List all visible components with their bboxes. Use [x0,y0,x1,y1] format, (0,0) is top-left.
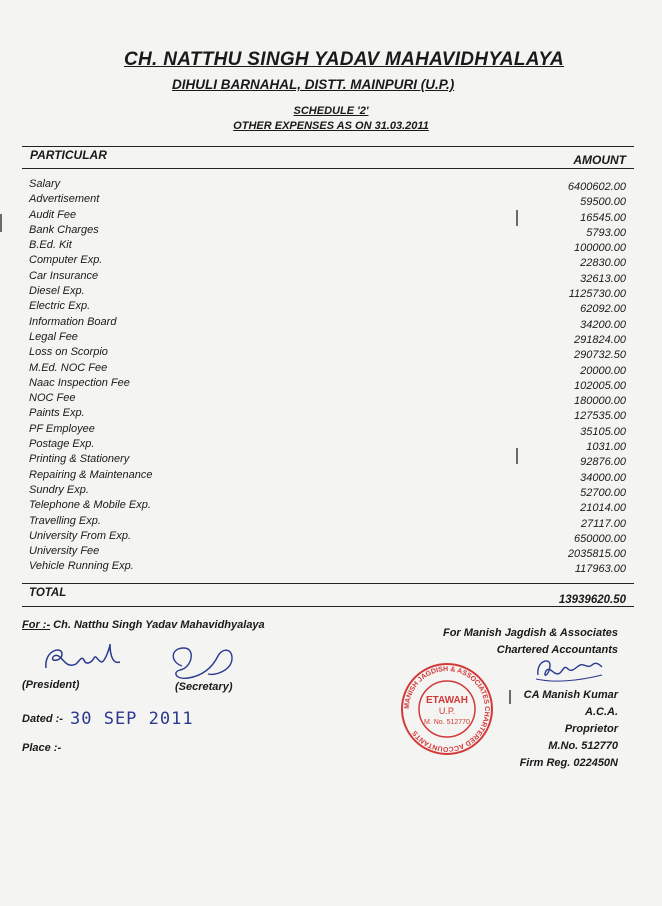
particular-cell: Telephone & Mobile Exp. [29,499,151,512]
auditor-firm-line [443,625,618,659]
particular-cell: Diesel Exp. [29,285,85,298]
column-header-particular: PARTICULAR [30,148,107,162]
particular-cell: Bank Charges [29,223,99,236]
amount-cell: 2035815.00 [567,548,626,561]
particular-cell: Information Board [29,315,117,328]
dated-label: Dated :- [22,713,63,725]
amount-cell: 62092.00 [580,303,626,316]
scan-edge-mark [509,690,511,704]
for-college-name: Ch. Natthu Singh Yadav Mahavidhyalaya [53,619,265,631]
firm-seal-stamp [399,661,495,757]
amount-cell: 35105.00 [580,425,626,438]
stamp-state: U.P. [438,706,456,716]
particular-cell: Vehicle Running Exp. [29,560,134,573]
particular-cell: Loss on Scorpio [29,346,108,359]
amount-cell: 16545.00 [580,211,626,224]
total-amount: 13939620.50 [558,594,626,606]
ca-signature [534,655,606,685]
amount-cell: 291824.00 [574,333,626,346]
ca-name: CA Manish Kumar [523,689,618,701]
particular-cell: Postage Exp. [29,438,95,451]
amount-cell: 27117.00 [580,517,626,530]
particular-cell: Naac Inspection Fee [29,376,130,389]
secretary-label: (Secretary) [175,681,233,693]
auditor-details [520,687,618,772]
scan-edge-mark [516,210,518,226]
particular-cell: Salary [29,178,61,190]
stamp-city: ETAWAH [425,695,469,706]
particular-column [29,177,153,575]
particular-cell: Paints Exp. [29,407,85,420]
amount-cell: 100000.00 [574,242,626,255]
particular-cell: Sundry Exp. [29,483,89,496]
amount-cell: 102005.00 [574,379,626,392]
stamp-ring-text: MANISH JAGDISH & ASSOCIATES CHARTERED ACCOUNTANTS [403,665,491,753]
total-label: TOTAL [29,587,67,599]
column-header-amount: AMOUNT [573,153,626,167]
firm-name: For Manish Jagdish & Associates [442,627,618,639]
particular-cell: University From Exp. [29,529,132,542]
schedule-name: SCHEDULE '2' [293,105,369,117]
ca-role: Proprietor [564,723,618,735]
total-top-rule [22,583,634,584]
ca-firm-reg: Firm Reg. 022450N [519,757,618,769]
amount-cell: 1125730.00 [568,288,626,301]
particular-cell: Audit Fee [29,208,77,221]
particular-cell: Car Insurance [29,269,99,282]
table-header-rule [22,168,634,169]
stamp-membership: M. No. 512770 [424,719,470,726]
college-title: CH. NATTHU SINGH YADAV MAHAVIDHYALAYA [124,49,565,70]
particular-cell: Repairing & Maintenance [29,468,153,481]
particular-cell: Electric Exp. [29,300,91,313]
particular-cell: Travelling Exp. [29,514,101,527]
amount-cell: 34200.00 [580,318,626,331]
particular-cell: University Fee [29,545,100,558]
amount-cell: 21014.00 [580,502,626,515]
ca-qualification: A.C.A. [585,706,618,718]
amount-cell: 5793.00 [586,226,626,239]
amount-column [568,180,626,578]
particular-cell: Legal Fee [29,330,78,343]
amount-cell: 20000.00 [580,364,626,377]
amount-cell: 6400602.00 [567,181,626,193]
amount-cell: 52700.00 [580,486,626,499]
firm-type: Chartered Accountants [496,644,618,656]
amount-cell: 34000.00 [580,471,626,484]
particular-cell: PF Employee [29,422,95,435]
president-label: (President) [22,679,80,691]
amount-cell: 92876.00 [580,456,626,469]
date-stamp: 30 SEP 2011 [70,709,194,729]
particular-cell: NOC Fee [29,392,76,405]
particular-cell: M.Ed. NOC Fee [29,361,108,374]
secretary-signature [162,640,242,686]
scan-edge-mark [0,214,2,232]
amount-cell: 127535.00 [574,410,626,423]
college-address: DIHULI BARNAHAL, DISTT. MAINPURI (U.P.) [172,77,455,92]
amount-cell: 650000.00 [574,532,626,545]
total-bottom-rule [22,606,634,607]
place-label: Place :- [22,742,62,754]
for-prefix: For :- [22,619,51,631]
amount-cell: 117963.00 [574,563,626,576]
table-top-rule [22,146,634,147]
schedule-title: OTHER EXPENSES AS ON 31.03.2011 [233,120,429,132]
amount-cell: 290732.50 [574,349,626,362]
particular-cell: B.Ed. Kit [29,239,72,252]
amount-cell: 180000.00 [574,395,626,408]
for-college-line [22,619,265,631]
ca-membership-no: M.No. 512770 [548,740,618,752]
particular-cell: Computer Exp. [29,254,103,267]
schedule-heading [0,105,662,135]
scan-edge-mark [516,448,518,464]
amount-cell: 32613.00 [580,272,626,285]
particular-cell: Advertisement [29,193,100,206]
amount-cell: 1031.00 [586,441,626,454]
particular-cell: Printing & Stationery [29,453,130,466]
amount-cell: 59500.00 [580,196,626,209]
amount-cell: 22830.00 [580,257,626,270]
president-signature [40,640,130,676]
